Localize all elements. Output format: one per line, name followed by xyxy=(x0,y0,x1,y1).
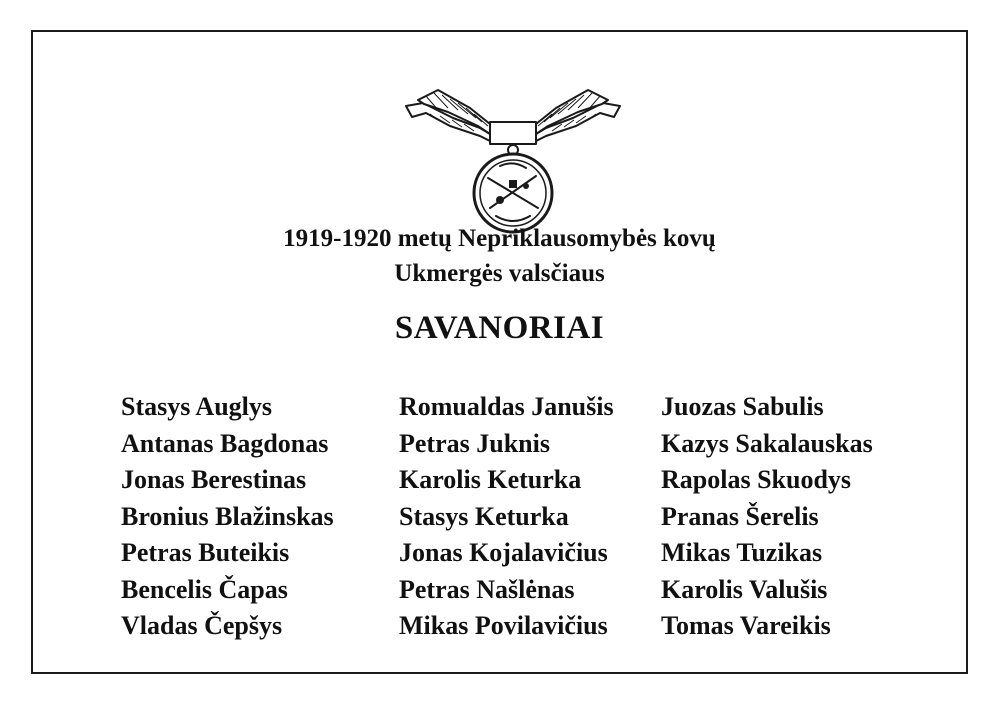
list-item: Romualdas Janušis xyxy=(399,392,614,421)
list-item: Mikas Povilavičius xyxy=(399,611,608,640)
list-item: Mikas Tuzikas xyxy=(661,538,823,567)
names-column-1 xyxy=(121,389,334,645)
list-item: Vladas Čepšys xyxy=(121,611,283,640)
list-item: Juozas Sabulis xyxy=(661,392,824,421)
list-item: Petras Juknis xyxy=(399,428,550,458)
list-item: Karolis Keturka xyxy=(399,465,582,494)
list-item: Antanas Bagdonas xyxy=(121,428,329,458)
names-column-3 xyxy=(661,389,873,645)
list-item: Pranas Šerelis xyxy=(661,501,819,531)
heading-line-2: Ukmergės valsčiaus xyxy=(394,260,605,287)
list-item: Petras Buteikis xyxy=(121,538,290,567)
list-item: Jonas Kojalavičius xyxy=(399,538,608,567)
list-item: Tomas Vareikis xyxy=(661,611,831,640)
list-item: Kazys Sakalauskas xyxy=(661,428,873,458)
list-item: Jonas Berestinas xyxy=(121,465,307,494)
list-item: Bronius Blažinskas xyxy=(121,501,334,531)
volunteer-medal-icon xyxy=(378,68,648,250)
page-title: SAVANORIAI xyxy=(394,310,605,346)
memorial-plaque xyxy=(31,30,968,674)
list-item: Stasys Auglys xyxy=(121,392,272,421)
list-item: Karolis Valušis xyxy=(661,574,828,604)
list-item: Rapolas Skuodys xyxy=(661,465,852,494)
list-item: Bencelis Čapas xyxy=(121,574,288,604)
names-column-2 xyxy=(399,389,614,645)
list-item: Petras Našlėnas xyxy=(399,574,575,604)
list-item: Stasys Keturka xyxy=(399,501,569,531)
heading-line-1: 1919-1920 metų Nepriklausomybės kovų xyxy=(283,225,716,252)
